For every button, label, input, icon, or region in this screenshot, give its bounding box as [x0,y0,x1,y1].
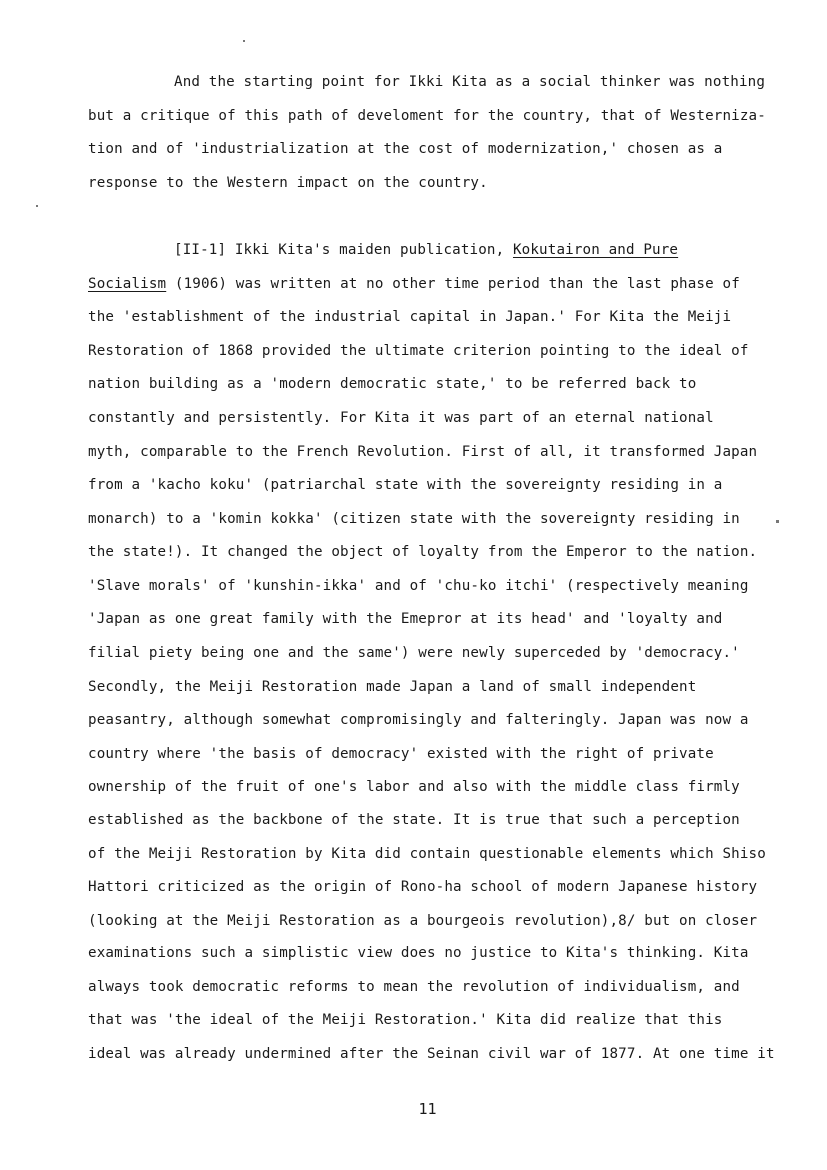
paragraph-2-line: country where 'the basis of democracy' existed with the right of private [88,746,714,762]
paragraph-2-line: from a 'kacho koku' (patriarchal state with the sovereignty residing in a [88,477,723,493]
paragraph-2-line-2-text: (1906) was written at no other time period than the last phase of [166,276,740,292]
book-title-part-2: Socialism [88,276,167,292]
paragraph-2-line: filial piety being one and the same') were newly superceded by 'democracy.' [88,645,740,661]
scan-speck [243,40,245,42]
paragraph-2-line: 'Japan as one great family with the Emepror at its head' and 'loyalty and [88,611,723,627]
paragraph-2-line-1 [174,240,678,260]
paragraph-2-line: myth, comparable to the French Revolution. First of all, it transformed Japan [88,444,758,460]
paragraph-2-line: of the Meiji Restoration by Kita did contain questionable elements which Shiso [88,846,766,862]
paragraph-2-line: 'Slave morals' of 'kunshin-ikka' and of 'chu-ko itchi' (respectively meaning [88,578,749,594]
paragraph-2-line: constantly and persistently. For Kita it was part of an eternal national [88,410,714,426]
paragraph-2-line: the 'establishment of the industrial capital in Japan.' For Kita the Meiji [88,309,732,325]
paragraph-2-line: (looking at the Meiji Restoration as a bourgeois revolution),8/ but on closer [88,913,758,929]
paragraph-2-line: always took democratic reforms to mean the revolution of individualism, and [88,979,740,995]
paragraph-2-line: Hattori criticized as the origin of Rono-ha school of modern Japanese history [88,879,758,895]
paragraph-1-line-2: but a critique of this path of develoment for the country, that of Westerniza- [88,108,766,124]
paragraph-2-line: Secondly, the Meiji Restoration made Japan a land of small independent [88,679,697,695]
paragraph-2-line: ideal was already undermined after the Seinan civil war of 1877. At one time it [88,1046,775,1062]
paragraph-2-line: monarch) to a 'komin kokka' (citizen state with the sovereignty residing in [88,511,740,527]
paragraph-1-line-4: response to the Western impact on the country. [88,175,488,191]
paragraph-1-line-1: And the starting point for Ikki Kita as a social thinker was nothing [174,74,766,90]
page-number: 11 [418,1100,437,1118]
paragraph-2-line: established as the backbone of the state. It is true that such a perception [88,812,740,828]
section-heading-text: [II-1] Ikki Kita's maiden publication, [174,242,513,258]
book-title-part-1: Kokutairon and Pure [512,242,679,258]
paragraph-2-line: Restoration of 1868 provided the ultimate criterion pointing to the ideal of [88,343,749,359]
scan-speck [776,520,779,523]
paragraph-2-line-2 [88,274,740,294]
scan-speck [36,205,38,207]
paragraph-2-line: nation building as a 'modern democratic state,' to be referred back to [88,376,697,392]
paragraph-2-line: peasantry, although somewhat compromisingly and falteringly. Japan was now a [88,712,749,728]
paragraph-2-line: the state!). It changed the object of loyalty from the Emperor to the nation. [88,544,758,560]
paragraph-1-line-3: tion and of 'industrialization at the cost of modernization,' chosen as a [88,141,723,157]
paragraph-2-line: ownership of the fruit of one's labor and also with the middle class firmly [88,779,740,795]
paragraph-2-line: examinations such a simplistic view does no justice to Kita's thinking. Kita [88,945,749,961]
paragraph-2-line: that was 'the ideal of the Meiji Restoration.' Kita did realize that this [88,1012,723,1028]
